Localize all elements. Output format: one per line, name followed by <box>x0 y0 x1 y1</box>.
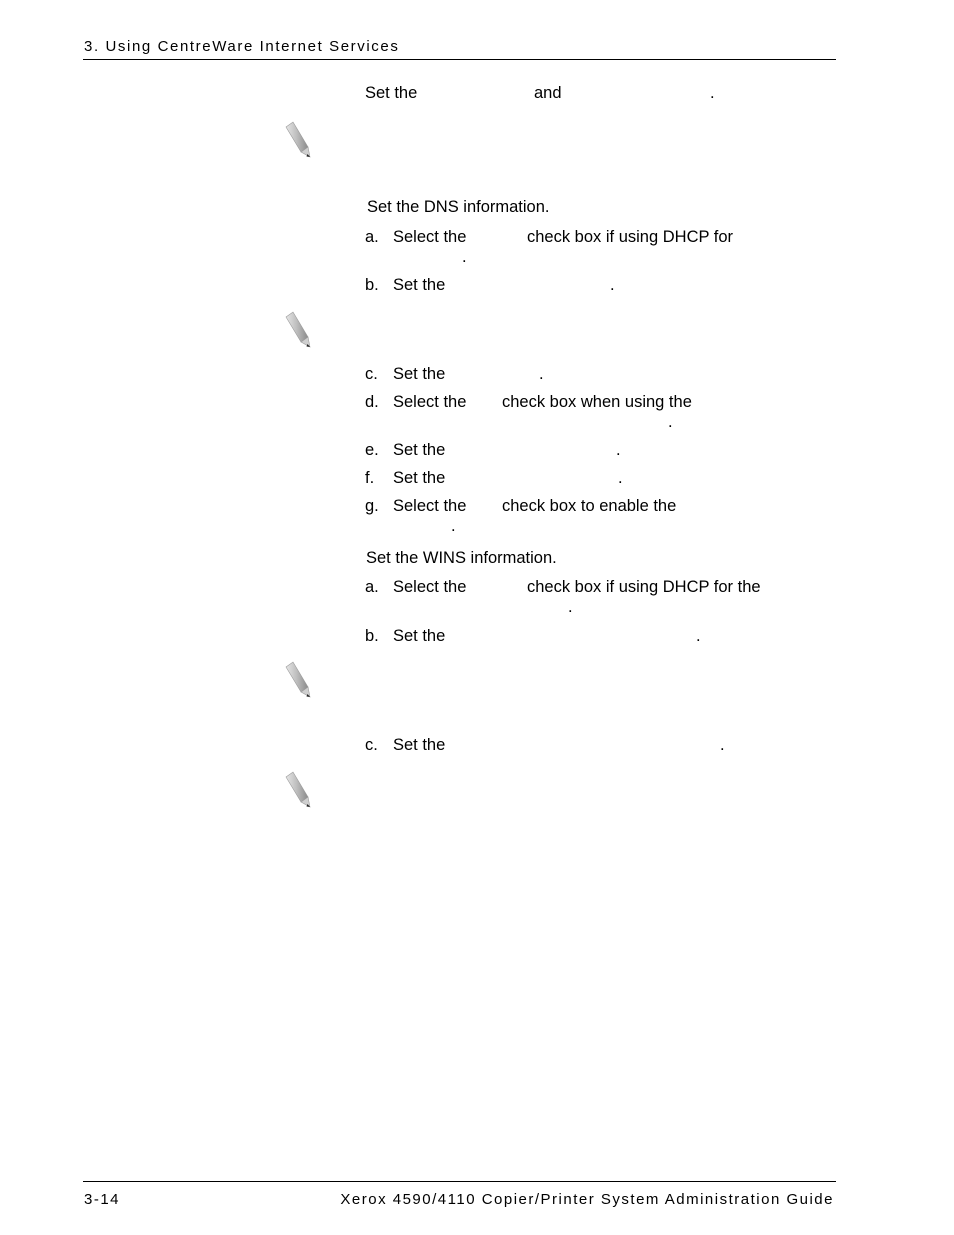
dns-item-f-end: . <box>618 469 623 487</box>
dns-item-g <box>365 496 466 516</box>
intro-end: . <box>710 84 715 102</box>
dns-item-b <box>365 275 445 295</box>
item-text: Set the <box>393 365 446 383</box>
note-pencil-icon <box>283 120 313 160</box>
dns-item-c <box>365 364 445 384</box>
list-marker: b. <box>365 627 379 645</box>
header-rule <box>83 59 836 60</box>
item-text: Set the <box>393 441 446 459</box>
item-text: Set the <box>393 469 446 487</box>
list-marker: c. <box>365 365 378 383</box>
list-marker: b. <box>365 276 379 294</box>
dns-item-g-text2: check box to enable the <box>502 497 677 515</box>
running-header: 3. Using CentreWare Internet Services <box>84 38 400 55</box>
dns-item-e-end: . <box>616 441 621 459</box>
dns-item-a-cont: . <box>462 248 467 266</box>
item-text: Set the <box>393 736 446 754</box>
dns-item-d <box>365 392 466 412</box>
dns-item-e <box>365 440 445 460</box>
dns-item-b-end: . <box>610 276 615 294</box>
item-text: Select the <box>393 393 467 411</box>
dns-heading: Set the DNS information. <box>367 198 550 216</box>
dns-item-d-text2: check box when using the <box>502 393 692 411</box>
dns-item-f <box>365 468 445 488</box>
intro-line <box>365 83 417 103</box>
note-pencil-icon <box>283 310 313 350</box>
dns-item-g-cont: . <box>451 517 456 535</box>
wins-item-b-end: . <box>696 627 701 645</box>
wins-item-a-text2: check box if using DHCP for the <box>527 578 761 596</box>
intro-part1: Set the <box>365 84 418 102</box>
list-marker: a. <box>365 578 379 596</box>
list-marker: a. <box>365 228 379 246</box>
wins-item-c <box>365 735 445 755</box>
list-marker: g. <box>365 497 379 515</box>
page-number: 3-14 <box>84 1191 121 1208</box>
wins-heading: Set the WINS information. <box>366 549 557 567</box>
item-text: Select the <box>393 497 467 515</box>
note-pencil-icon <box>283 770 313 810</box>
list-marker: e. <box>365 441 379 459</box>
note-pencil-icon <box>283 660 313 700</box>
dns-item-a <box>365 227 466 247</box>
list-marker: d. <box>365 393 379 411</box>
footer-doc-title: Xerox 4590/4110 Copier/Printer System Administration Guide <box>340 1191 834 1208</box>
wins-item-b <box>365 626 445 646</box>
item-text: Set the <box>393 627 446 645</box>
item-text: Select the <box>393 228 467 246</box>
list-marker: f. <box>365 469 375 487</box>
footer-rule <box>83 1181 836 1182</box>
dns-item-d-cont: . <box>668 413 673 431</box>
item-text: Select the <box>393 578 467 596</box>
wins-item-a-cont: . <box>568 598 573 616</box>
list-marker: c. <box>365 736 378 754</box>
intro-and: and <box>534 84 562 102</box>
dns-item-c-end: . <box>539 365 544 383</box>
wins-item-a <box>365 577 466 597</box>
wins-item-c-end: . <box>720 736 725 754</box>
dns-item-a-text2: check box if using DHCP for <box>527 228 734 246</box>
item-text: Set the <box>393 276 446 294</box>
